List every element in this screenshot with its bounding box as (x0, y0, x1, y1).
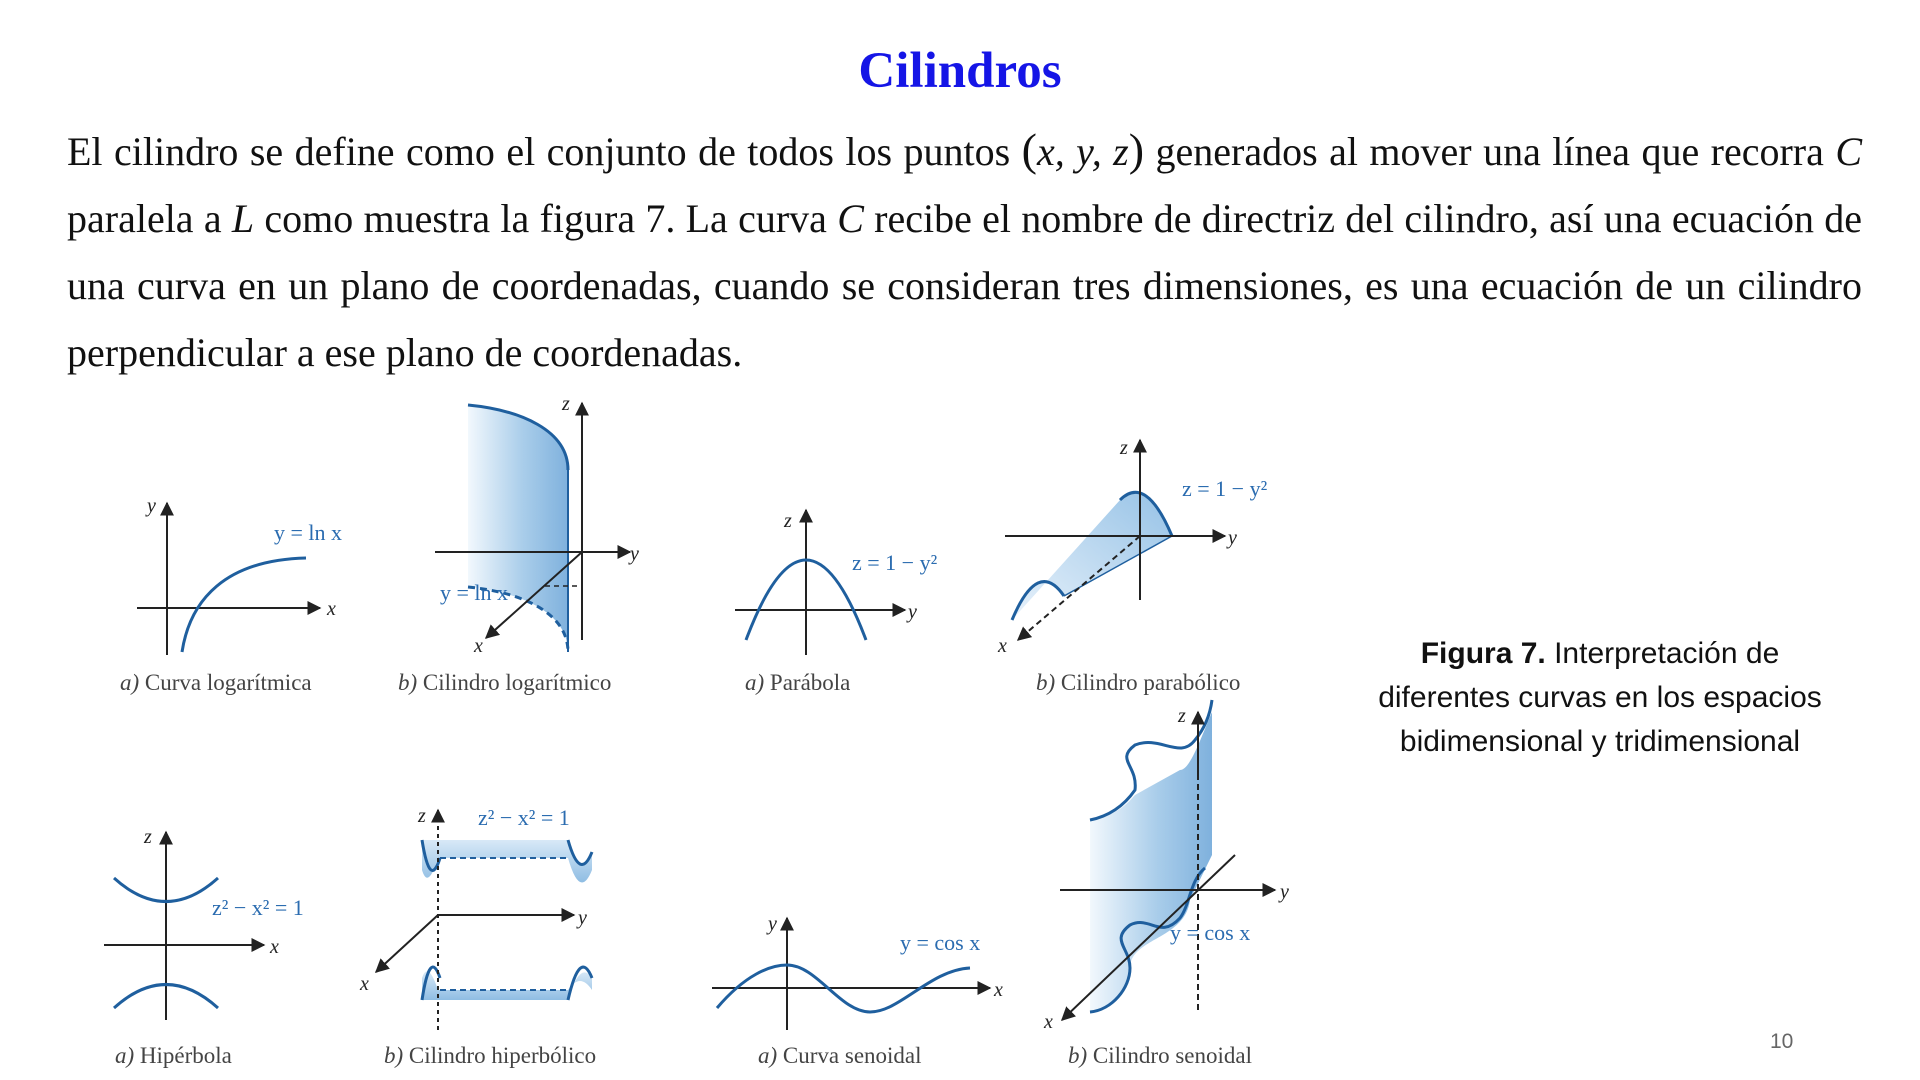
equation-label: z = 1 − y² (1182, 476, 1268, 501)
panel-cosine-cylinder (1043, 700, 1289, 1068)
point-variables: x, y, z (1036, 129, 1129, 174)
equation-label: z² − x² = 1 (478, 805, 570, 830)
panel-parabolic-cylinder (997, 437, 1268, 695)
axis-label-x: x (360, 973, 369, 995)
panel-caption: b) Cilindro logarítmico (398, 670, 612, 695)
panel-log-curve (120, 495, 342, 695)
equation-label: z² − x² = 1 (212, 895, 304, 920)
axis-label-y: y (1280, 881, 1289, 903)
figure-caption (1370, 632, 1830, 764)
equation-label: y = cos x (900, 930, 981, 955)
panel-caption: b) Cilindro parabólico (1036, 670, 1241, 695)
axis-label-z: z (144, 826, 152, 848)
paragraph-text-3: paralela a (67, 196, 232, 241)
slide-title: Cilindros (858, 43, 1062, 99)
axis-label-x: x (994, 979, 1003, 1001)
panel-caption: a) Parábola (745, 670, 851, 695)
axis-label-y: y (147, 495, 156, 517)
axis-label-x: x (998, 635, 1007, 657)
lower-sheet-surface (422, 971, 592, 1000)
variable-C: C (1835, 129, 1863, 174)
cylinder-surface (1090, 712, 1212, 1012)
paragraph-text-1: El cilindro se define como el conjunto de todos los puntos (67, 129, 1022, 174)
axis-label-x: x (327, 598, 336, 620)
panel-hyperbola (104, 826, 304, 1068)
panel-log-cylinder (398, 393, 639, 695)
figure-caption-label: Figura 7. (1420, 637, 1546, 670)
axis-label-z: z (562, 393, 570, 415)
panel-caption: a) Curva senoidal (758, 1043, 922, 1068)
panel-hyperbolic-cylinder (359, 805, 596, 1068)
equation-label: y = ln x (274, 520, 343, 545)
equation-label: y = cos x (1170, 920, 1251, 945)
panel-caption: a) Curva logarítmica (120, 670, 312, 695)
panel-caption: b) Cilindro senoidal (1068, 1043, 1252, 1068)
paragraph-text-5: recibe el nombre de directriz del cilindro, así una ecuación de una curva en un plano de coordenadas, cuando se consideran tres dimensiones, es una ecuación de un cilindro perpendicular a ese plano de coordenadas. (67, 196, 1862, 375)
cylinder-surface (468, 405, 568, 652)
axis-label-z: z (418, 805, 426, 827)
axis-label-z: z (1120, 437, 1128, 459)
axis-label-y: y (908, 601, 917, 623)
point-close-paren: ) (1128, 124, 1145, 175)
panel-caption: a) Hipérbola (115, 1043, 232, 1068)
page-number: 10 (1770, 1030, 1794, 1053)
variable-L: L (231, 196, 255, 241)
x-axis (376, 915, 438, 972)
paragraph-text-4: como muestra la figura 7. La curva (254, 196, 838, 241)
axis-label-z: z (1178, 705, 1186, 727)
panel-cosine-curve (712, 913, 1003, 1068)
axis-label-y: y (578, 907, 587, 929)
axis-label-y: y (1228, 527, 1237, 549)
cylinder-surface (1012, 492, 1172, 620)
equation-label: z = 1 − y² (852, 550, 938, 575)
point-open-paren: ( (1021, 124, 1037, 175)
axis-label-x: x (1044, 1011, 1053, 1033)
axis-label-y: y (630, 543, 639, 565)
axis-label-x: x (270, 936, 279, 958)
figure-caption-text: Interpretación de diferentes curvas en los espacios bidimensional y tridimensional (1378, 637, 1822, 758)
variable-C: C (837, 196, 864, 241)
axis-label-y: y (768, 913, 777, 935)
axis-label-z: z (784, 510, 792, 532)
axis-label-x: x (474, 635, 483, 657)
panel-parabola (735, 510, 938, 695)
panel-caption: b) Cilindro hiperbólico (384, 1043, 597, 1068)
upper-sheet-surface (422, 840, 592, 883)
paragraph-text-2: generados al mover una línea que recorra (1144, 129, 1836, 174)
equation-label: y = ln x (440, 580, 509, 605)
log-curve (182, 558, 306, 652)
